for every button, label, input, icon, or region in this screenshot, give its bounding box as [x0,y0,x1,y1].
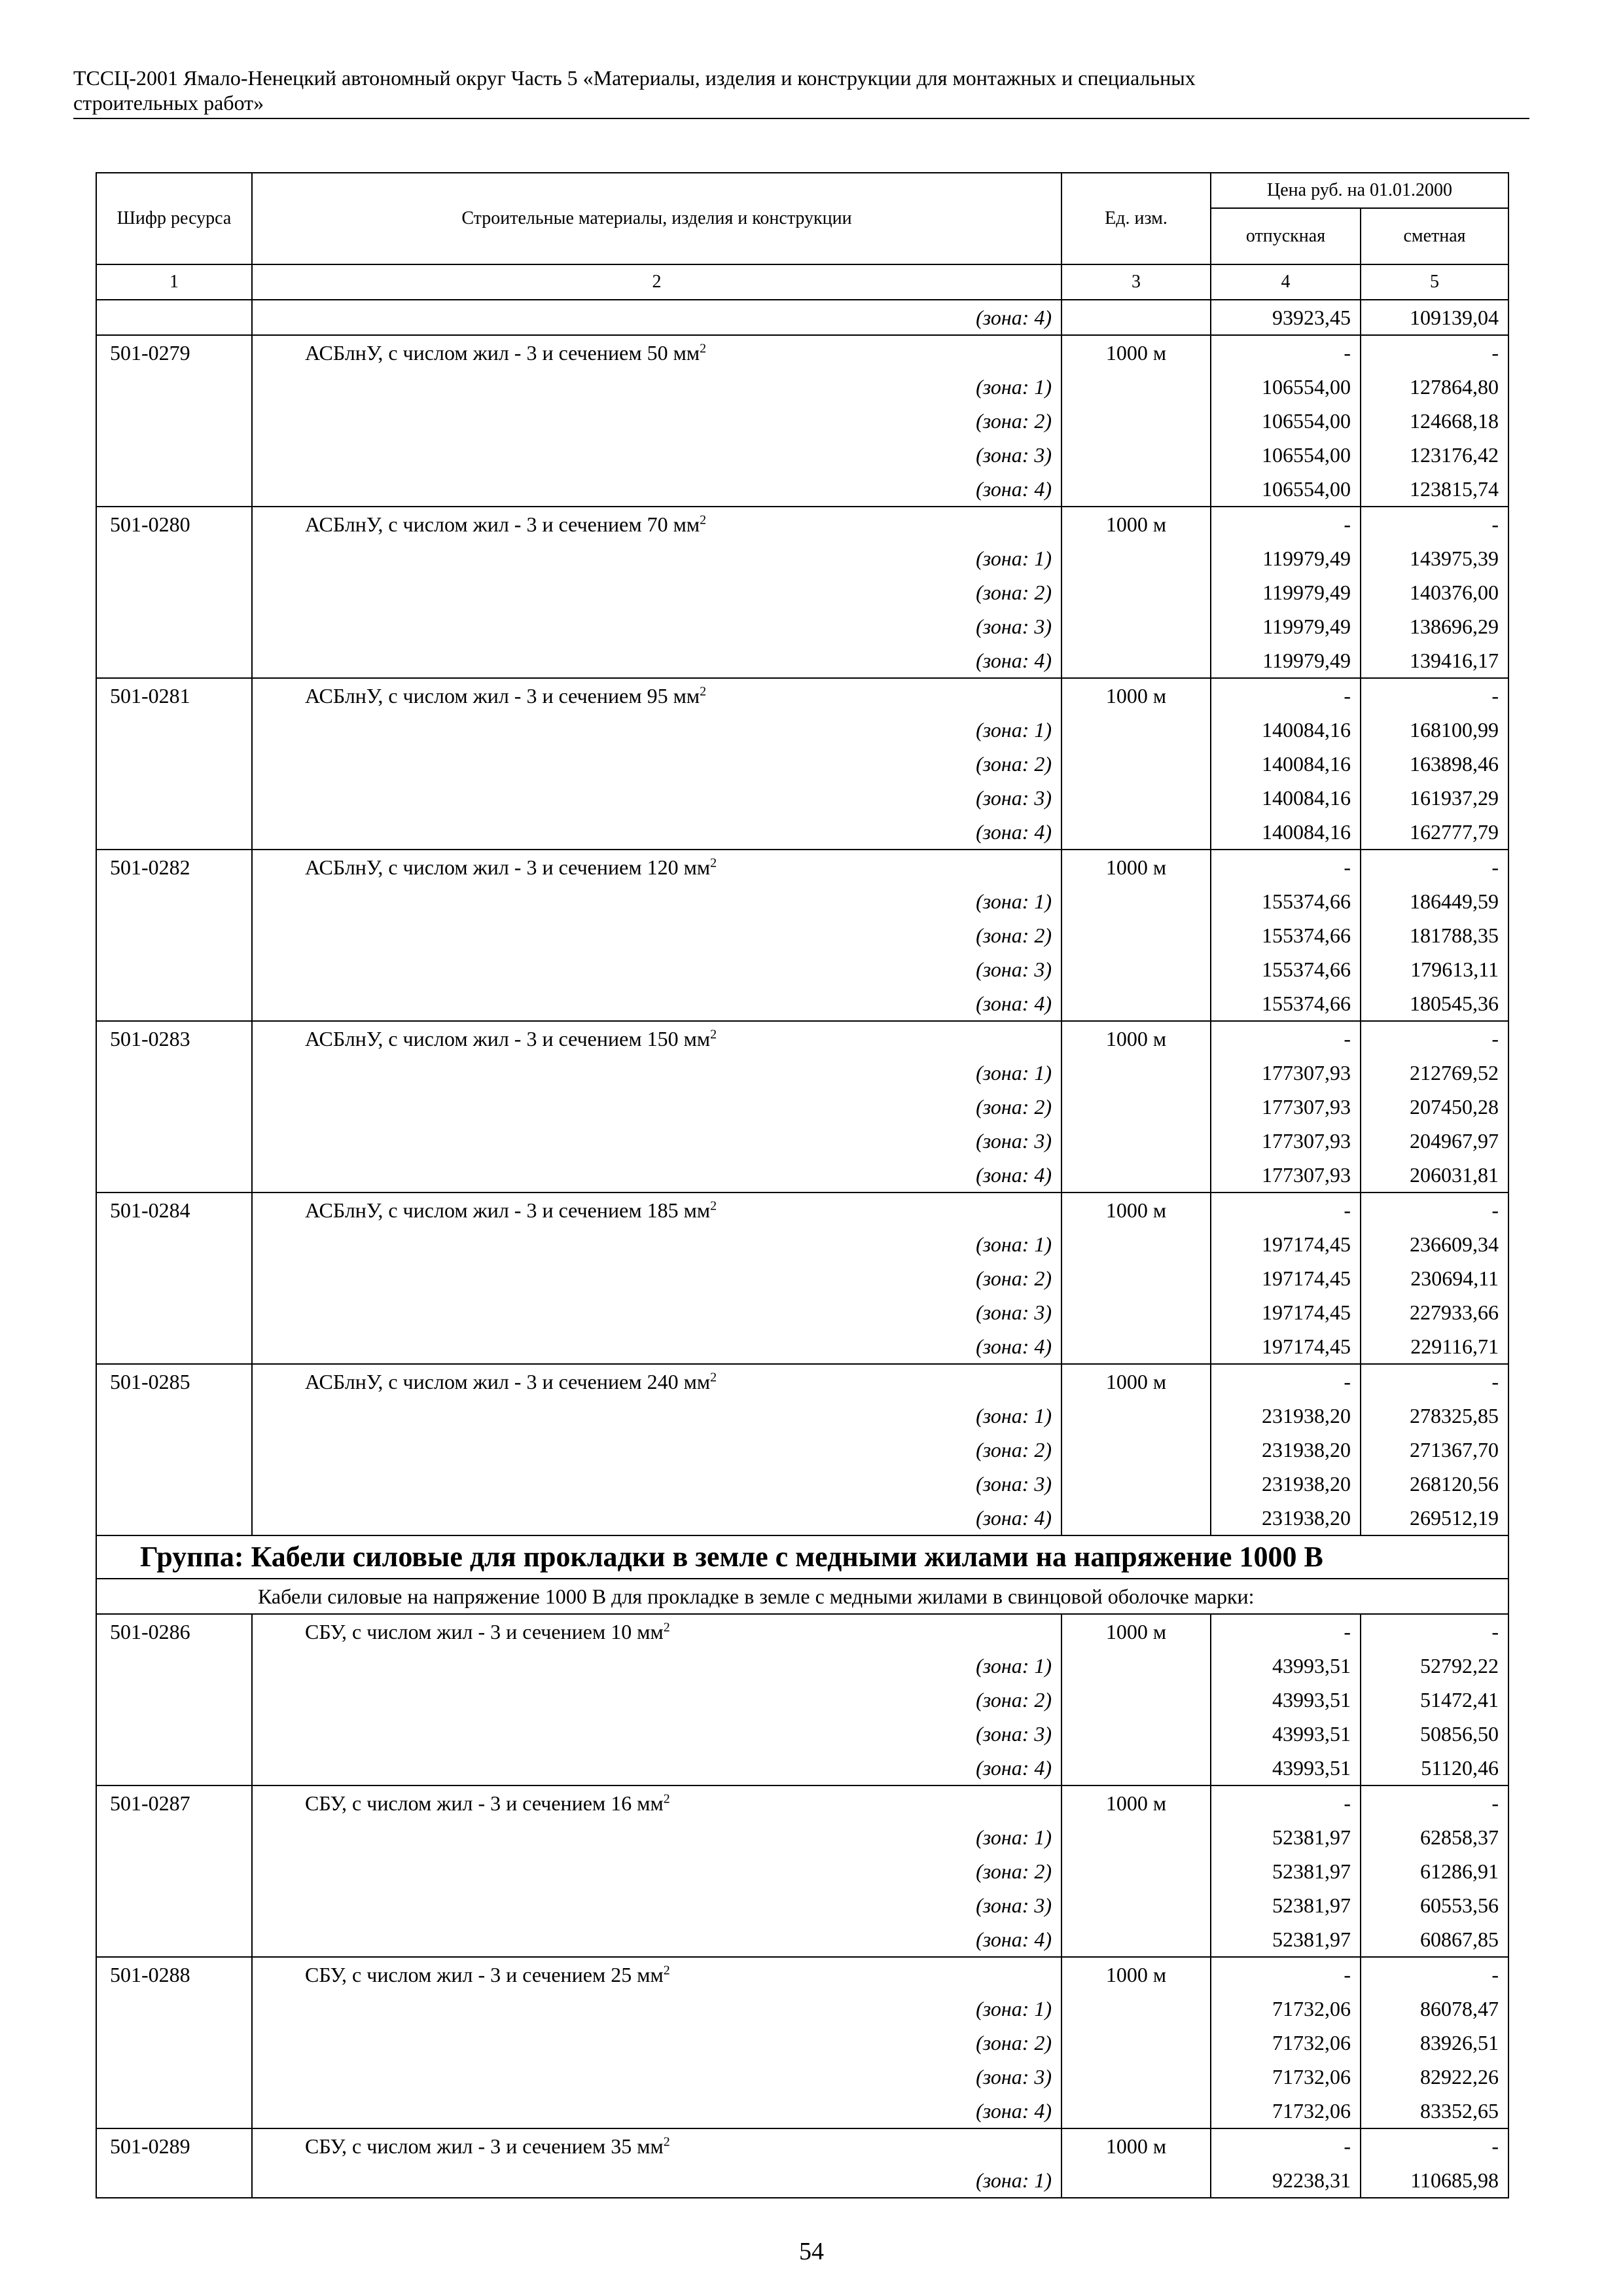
page-number: 54 [799,2238,824,2265]
zone-row [96,1922,1508,1957]
zone-label: (зона: 2) [252,1683,1061,1717]
item-description-text: СБУ, с числом жил - 3 и сечением 35 мм [305,2134,664,2158]
col-header-estimate: сметная [1361,208,1508,264]
resource-code: 501-0284 [96,1193,252,1227]
group-section [96,1535,1508,1614]
zone-row [96,1329,1508,1364]
table-row [96,1614,1508,1649]
zone-label: (зона: 3) [252,781,1061,815]
release-price: 52381,97 [1211,1854,1361,1888]
release-price: - [1211,678,1361,713]
release-price: 231938,20 [1211,1501,1361,1535]
unit: 1000 м [1061,1021,1211,1056]
estimate-price: 207450,28 [1361,1090,1508,1124]
release-price: 106554,00 [1211,404,1361,438]
release-price: - [1211,2128,1361,2163]
col-number-5: 5 [1361,264,1508,300]
table-row [96,2128,1508,2163]
zone-label: (зона: 4) [252,643,1061,678]
zone-row [96,541,1508,575]
release-price: 71732,06 [1211,2060,1361,2094]
col-number-1: 1 [96,264,252,300]
estimate-price: 179613,11 [1361,952,1508,986]
item-description-text: АСБлнУ, с числом жил - 3 и сечением 50 мм [305,341,700,365]
release-price: - [1211,1364,1361,1399]
estimate-price: 61286,91 [1361,1854,1508,1888]
zone-row [96,1467,1508,1501]
zone-label: (зона: 2) [252,1854,1061,1888]
unit: 1000 м [1061,678,1211,713]
zone-label: (зона: 1) [252,1992,1061,2026]
release-price: 93923,45 [1211,300,1361,335]
item-description-text: АСБлнУ, с числом жил - 3 и сечением 120 мм [305,855,711,879]
unit-superscript: 2 [700,512,707,528]
estimate-price: 204967,97 [1361,1124,1508,1158]
page-header [73,65,1529,119]
zone-label: (зона: 1) [252,713,1061,747]
item-description [252,507,1061,541]
zone-label: (зона: 3) [252,1295,1061,1329]
release-price: 92238,31 [1211,2163,1361,2198]
zone-row [96,404,1508,438]
zone-row [96,1717,1508,1751]
item-description [252,2128,1061,2163]
estimate-price: - [1361,1785,1508,1820]
release-price: 140084,16 [1211,713,1361,747]
unit-superscript: 2 [663,2134,670,2149]
release-price: 43993,51 [1211,1683,1361,1717]
release-price: 140084,16 [1211,747,1361,781]
zone-label: (зона: 1) [252,1227,1061,1261]
release-price: 119979,49 [1211,541,1361,575]
estimate-price: 212769,52 [1361,1056,1508,1090]
zone-row [96,1649,1508,1683]
zone-label: (зона: 3) [252,2060,1061,2094]
resource-code: 501-0279 [96,335,252,370]
zone-label: (зона: 1) [252,1399,1061,1433]
col-number-4: 4 [1211,264,1361,300]
release-price: 155374,66 [1211,918,1361,952]
col-header-release: отпускная [1211,208,1361,264]
release-price: 231938,20 [1211,1467,1361,1501]
estimate-price: 161937,29 [1361,781,1508,815]
release-price: - [1211,1614,1361,1649]
zone-row [96,643,1508,678]
zone-row [96,1261,1508,1295]
release-price: 71732,06 [1211,2094,1361,2128]
zone-label: (зона: 1) [252,1649,1061,1683]
release-price: 43993,51 [1211,1649,1361,1683]
group-subtitle: Кабели силовые на напряжение 1000 В для прокладке в земле с медными жилами в свинцовой оболочке марки: [96,1579,1508,1614]
zone-label: (зона: 4) [252,1501,1061,1535]
resource-code: 501-0281 [96,678,252,713]
zone-label: (зона: 4) [252,2094,1061,2128]
zone-row [96,575,1508,609]
col-header-name: Строительные материалы, изделия и конструкции [252,173,1061,264]
zone-row [96,713,1508,747]
release-price: 43993,51 [1211,1717,1361,1751]
release-price: 197174,45 [1211,1227,1361,1261]
estimate-price: 278325,85 [1361,1399,1508,1433]
estimate-price: - [1361,1614,1508,1649]
estimate-price: 140376,00 [1361,575,1508,609]
estimate-price: 82922,26 [1361,2060,1508,2094]
unit: 1000 м [1061,1785,1211,1820]
zone-row [96,1399,1508,1433]
zone-label: (зона: 2) [252,918,1061,952]
zone-label: (зона: 3) [252,438,1061,472]
table-row [96,335,1508,370]
subgroup-row [96,1579,1508,1614]
resource-code: 501-0282 [96,850,252,884]
item-description [252,1021,1061,1056]
estimate-price: - [1361,1193,1508,1227]
zone-row [96,1433,1508,1467]
item-description-text: АСБлнУ, с числом жил - 3 и сечением 240 мм [305,1370,711,1393]
unit: 1000 м [1061,850,1211,884]
estimate-price: 268120,56 [1361,1467,1508,1501]
estimate-price: 236609,34 [1361,1227,1508,1261]
unit-superscript: 2 [700,684,707,699]
zone-row [96,1227,1508,1261]
zone-label: (зона: 3) [252,1467,1061,1501]
table-row [96,300,1508,335]
estimate-price: 138696,29 [1361,609,1508,643]
zone-label: (зона: 3) [252,1888,1061,1922]
release-price: 43993,51 [1211,1751,1361,1785]
estimate-price: 124668,18 [1361,404,1508,438]
unit-superscript: 2 [710,855,717,870]
estimate-price: 227933,66 [1361,1295,1508,1329]
header-line-1: ТССЦ-2001 Ямало-Ненецкий автономный округ Часть 5 «Материалы, изделия и конструкции для монтажных и специальных [73,66,1196,90]
item-description-text: АСБлнУ, с числом жил - 3 и сечением 95 мм [305,684,700,708]
zone-row [96,609,1508,643]
estimate-price: - [1361,2128,1508,2163]
release-price: 52381,97 [1211,1888,1361,1922]
zone-row [96,918,1508,952]
zone-row [96,2026,1508,2060]
item-description [252,1957,1061,1992]
zone-label: (зона: 2) [252,575,1061,609]
release-price: 106554,00 [1211,438,1361,472]
zone-label: (зона: 3) [252,609,1061,643]
item-description-text: СБУ, с числом жил - 3 и сечением 16 мм [305,1791,664,1815]
estimate-price: 60867,85 [1361,1922,1508,1957]
zone-row [96,1056,1508,1090]
zone-label: (зона: 2) [252,1433,1061,1467]
zone-label: (зона: 2) [252,2026,1061,2060]
table-row [96,678,1508,713]
zone-row [96,2163,1508,2198]
zone-label: (зона: 2) [252,1090,1061,1124]
release-price: 155374,66 [1211,986,1361,1021]
release-price: 140084,16 [1211,781,1361,815]
zone-row [96,2060,1508,2094]
item-description [252,1785,1061,1820]
estimate-price: 109139,04 [1361,300,1508,335]
zone-label: (зона: 1) [252,2163,1061,2198]
resource-code: 501-0289 [96,2128,252,2163]
estimate-price: 127864,80 [1361,370,1508,404]
zone-label: (зона: 3) [252,1124,1061,1158]
release-price: 155374,66 [1211,952,1361,986]
estimate-price: 162777,79 [1361,815,1508,850]
zone-row [96,1090,1508,1124]
item-description-text: АСБлнУ, с числом жил - 3 и сечением 185 мм [305,1198,711,1222]
zone-label: (зона: 2) [252,1261,1061,1295]
group-row [96,1535,1508,1579]
unit-superscript: 2 [663,1963,670,1978]
zone-row [96,2094,1508,2128]
unit-superscript: 2 [700,341,707,356]
estimate-price: 186449,59 [1361,884,1508,918]
estimate-price: 163898,46 [1361,747,1508,781]
item-description [252,1193,1061,1227]
release-price: 140084,16 [1211,815,1361,850]
unit-superscript: 2 [710,1370,717,1385]
release-price: - [1211,1193,1361,1227]
release-price: 106554,00 [1211,370,1361,404]
item-description [252,1614,1061,1649]
zone-label: (зона: 4) [252,1329,1061,1364]
estimate-price: 229116,71 [1361,1329,1508,1364]
unit: 1000 м [1061,1957,1211,1992]
estimate-price: - [1361,1364,1508,1399]
estimate-price: 139416,17 [1361,643,1508,678]
release-price: - [1211,850,1361,884]
estimate-price: 86078,47 [1361,1992,1508,2026]
zone-row [96,1501,1508,1535]
table-row [96,1957,1508,1992]
release-price: - [1211,507,1361,541]
col-header-price: Цена руб. на 01.01.2000 [1211,173,1508,208]
release-price: 177307,93 [1211,1090,1361,1124]
zone-row [96,952,1508,986]
zone-label: (зона: 4) [252,1158,1061,1193]
estimate-price: - [1361,335,1508,370]
zone-label: (зона: 3) [252,1717,1061,1751]
estimate-price: - [1361,1021,1508,1056]
unit: 1000 м [1061,1193,1211,1227]
release-price: 119979,49 [1211,643,1361,678]
release-price: 177307,93 [1211,1056,1361,1090]
zone-label: (зона: 4) [252,815,1061,850]
estimate-price: 60553,56 [1361,1888,1508,1922]
resource-code: 501-0287 [96,1785,252,1820]
unit-superscript: 2 [663,1791,670,1806]
estimate-price: 181788,35 [1361,918,1508,952]
estimate-price: 51120,46 [1361,1751,1508,1785]
release-price: 231938,20 [1211,1399,1361,1433]
col-header-unit: Ед. изм. [1061,173,1211,264]
release-price: 197174,45 [1211,1329,1361,1364]
release-price: 52381,97 [1211,1922,1361,1957]
estimate-price: 143975,39 [1361,541,1508,575]
table-row [96,850,1508,884]
estimate-price: 83352,65 [1361,2094,1508,2128]
item-description [252,335,1061,370]
release-price: 106554,00 [1211,472,1361,507]
zone-label: (зона: 2) [252,404,1061,438]
zone-row [96,1158,1508,1193]
unit-superscript: 2 [663,1620,670,1635]
estimate-price: - [1361,1957,1508,1992]
release-price: - [1211,1957,1361,1992]
zone-label: (зона: 2) [252,747,1061,781]
zone-label: (зона: 4) [252,986,1061,1021]
table-row [96,1364,1508,1399]
release-price: 71732,06 [1211,1992,1361,2026]
zone-row [96,1854,1508,1888]
estimate-price: 51472,41 [1361,1683,1508,1717]
release-price: 177307,93 [1211,1124,1361,1158]
estimate-price: 52792,22 [1361,1649,1508,1683]
estimate-price: 168100,99 [1361,713,1508,747]
table-row [96,1785,1508,1820]
release-price: - [1211,1785,1361,1820]
estimate-price: 271367,70 [1361,1433,1508,1467]
col-header-code: Шифр ресурса [96,173,252,264]
estimate-price: 206031,81 [1361,1158,1508,1193]
resource-code: 501-0280 [96,507,252,541]
zone-label: (зона: 4) [252,1751,1061,1785]
item-description [252,850,1061,884]
release-price: 197174,45 [1211,1295,1361,1329]
unit-superscript: 2 [710,1027,717,1042]
zone-label: (зона: 4) [252,1922,1061,1957]
estimate-price: 230694,11 [1361,1261,1508,1295]
item-description [252,1364,1061,1399]
resource-code: 501-0286 [96,1614,252,1649]
price-table [96,172,1509,2198]
unit: 1000 м [1061,1614,1211,1649]
table-row [96,507,1508,541]
item-description [252,678,1061,713]
zone-label: (зона: 1) [252,370,1061,404]
zone-row [96,1820,1508,1854]
estimate-price: 123815,74 [1361,472,1508,507]
table-row [96,1193,1508,1227]
unit-superscript: 2 [710,1198,717,1213]
header-line-2: строительных работ» [73,91,264,115]
table-body-aluminium [96,300,1508,1535]
item-description-text: АСБлнУ, с числом жил - 3 и сечением 70 мм [305,512,700,536]
col-number-2: 2 [252,264,1061,300]
estimate-price: 123176,42 [1361,438,1508,472]
zone-row [96,1751,1508,1785]
zone-row [96,370,1508,404]
estimate-price: 269512,19 [1361,1501,1508,1535]
unit: 1000 м [1061,2128,1211,2163]
resource-code: 501-0285 [96,1364,252,1399]
item-description-text: СБУ, с числом жил - 3 и сечением 10 мм [305,1620,664,1643]
release-price: 52381,97 [1211,1820,1361,1854]
resource-code: 501-0288 [96,1957,252,1992]
release-price: 119979,49 [1211,575,1361,609]
estimate-price: 62858,37 [1361,1820,1508,1854]
item-description-text: АСБлнУ, с числом жил - 3 и сечением 150 мм [305,1027,711,1050]
zone-row [96,884,1508,918]
zone-row [96,472,1508,507]
resource-code: 501-0283 [96,1021,252,1056]
unit: 1000 м [1061,1364,1211,1399]
zone-row [96,1992,1508,2026]
zone-row [96,1888,1508,1922]
zone-label: (зона: 1) [252,1056,1061,1090]
zone-row [96,781,1508,815]
release-price: - [1211,1021,1361,1056]
zone-label: (зона: 4) [252,472,1061,507]
estimate-price: - [1361,507,1508,541]
estimate-price: - [1361,678,1508,713]
release-price: 177307,93 [1211,1158,1361,1193]
table-row [96,1021,1508,1056]
zone-row [96,438,1508,472]
zone-row [96,986,1508,1021]
estimate-price: 50856,50 [1361,1717,1508,1751]
zone-label: (зона: 1) [252,541,1061,575]
zone-row [96,1295,1508,1329]
estimate-price: 110685,98 [1361,2163,1508,2198]
zone-row [96,1683,1508,1717]
release-price: - [1211,335,1361,370]
release-price: 119979,49 [1211,609,1361,643]
col-number-3: 3 [1061,264,1211,300]
release-price: 155374,66 [1211,884,1361,918]
zone-label: (зона: 1) [252,884,1061,918]
zone-label: (зона: 4) [252,300,1061,335]
unit: 1000 м [1061,507,1211,541]
release-price: 71732,06 [1211,2026,1361,2060]
zone-row [96,1124,1508,1158]
table-body-copper [96,1614,1508,2198]
zone-row [96,815,1508,850]
zone-label: (зона: 1) [252,1820,1061,1854]
release-price: 231938,20 [1211,1433,1361,1467]
estimate-price: 83926,51 [1361,2026,1508,2060]
group-title: Группа: Кабели силовые для прокладки в земле с медными жилами на напряжение 1000 В [96,1535,1508,1579]
release-price: 197174,45 [1211,1261,1361,1295]
estimate-price: 180545,36 [1361,986,1508,1021]
unit: 1000 м [1061,335,1211,370]
item-description-text: СБУ, с числом жил - 3 и сечением 25 мм [305,1963,664,1986]
zone-label: (зона: 3) [252,952,1061,986]
zone-row [96,747,1508,781]
estimate-price: - [1361,850,1508,884]
